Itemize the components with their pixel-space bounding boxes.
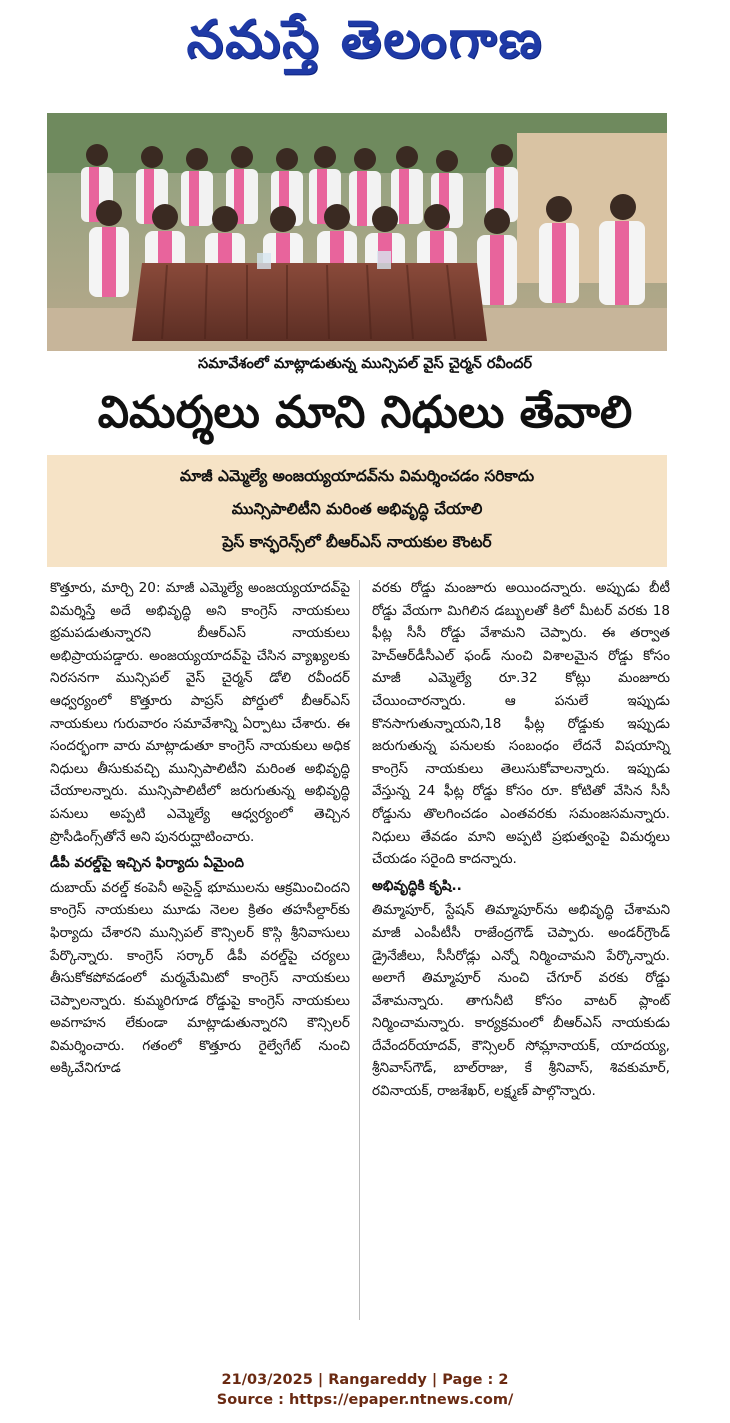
group-photo-illustration [47, 113, 667, 351]
subheadline-1: మాజీ ఎమ్మెల్యే అంజయ్యయాదవ్‌ను విమర్శించడం సరికాదు [179, 466, 535, 485]
page-footer [0, 1370, 730, 1410]
masthead [0, 0, 730, 92]
edition-info: 21/03/2025 | Rangareddy | Page : 2 [221, 1372, 509, 1388]
headline: విమర్శలు మాని నిధులు తేవాలి [97, 387, 633, 438]
column-divider [359, 580, 360, 1320]
source-link[interactable]: Source : https://epaper.ntnews.com/ [216, 1392, 514, 1408]
article-column-left [50, 577, 350, 1080]
table-cloth [132, 263, 487, 341]
subheadline-3: ప్రెస్ కాన్ఫరెన్స్‌లో బీఆర్ఎస్ నాయకుల కౌంటర్ [222, 533, 492, 552]
article-paragraph: కొత్తూరు, మార్చి 20: మాజీ ఎమ్మెల్యే అంజయ్యయాదవ్‌పై విమర్శిస్తే అదే అభివృద్ధి అని కాంగ్రెస్ నాయకులు భ్రమపడుతున్నారని బీఆర్ఎస్ నాయకులు అభిప్రాయపడ్డారు. అంజయ్యయాదవ్‌పై చేసిన వ్యాఖ్యలకు నిరసనగా మున్సిపల్ వైస్ చైర్మన్ డోలి రవీందర్ ఆధ్వర్యంలో కొత్తూరు పాప్రస్ పోర్డులో బీఆర్ఎస్ నాయకులు గురువారం సమావేశాన్ని ఏర్పాటు చేశారు. ఈ సందర్భంగా వారు మాట్లాడుతూ కాంగ్రెస్ నాయకులు అధిక నిధులు తీసుకువచ్చి మున్సిపాలిటీని మరింత అభివృద్ధి చేయాలన్నారు. మున్సిపాలిటీలో జరుగుతున్న అభివృద్ధి పనులు అప్పటి ఎమ్మెల్యే ఆధ్వర్యంలో తెచ్చిన ప్రొసీడింగ్స్‌తోనే అని పునరుద్ఘాటించారు. [50, 580, 350, 845]
photo-caption: సమావేశంలో మాట్లాడుతున్న మున్సిపల్ వైస్ చైర్మన్ రవీందర్ [198, 356, 532, 372]
article-paragraph: వరకు రోడ్డు మంజూరు అయిందన్నారు. అప్పుడు బీటీ రోడ్డు వేయగా మిగిలిన డబ్బులతో కిలో మీటర్ వరకు 18 ఫీట్ల సీసీ రోడ్డు వేశామని చెప్పారు. ఈ తర్వాత హెచ్ఆర్‌డీసీఎల్ ఫండ్ నుంచి విశాలమైన రోడ్డు కోసం మాజీ ఎమ్మెల్యే రూ.32 కోట్లు మంజూరు చేయించారన్నారు. ఆ పనులే ఇప్పుడు కొనసాగుతున్నాయని,18 ఫీట్ల రోడ్డుకు ఇప్పుడు జరుగుతున్న పనులకు సంబంధం లేదనే విషయాన్ని కాంగ్రెస్ నాయకులు తెలుసుకోవాలన్నారు. ఇప్పుడు వేస్తున్న 24 ఫీట్ల రోడ్డు కోసం రూ. కోటితో వేసిన సీసీ రోడ్డును తొలగించడం ఎంతవరకు సమంజసమన్నారు. నిధులు తేవడం మాని అప్పటి ప్రభుత్వంపై విమర్శలు చేయడం సరైంది కాదన్నారు. [372, 580, 670, 868]
section-subhead: డీపీ వరల్డ్‌పై ఇచ్చిన ఫిర్యాదు ఏమైంది [50, 855, 244, 872]
article-paragraph: దుబాయ్ వరల్డ్ కంపెనీ అసైన్డ్ భూములను ఆక్రమించిందని కాంగ్రెస్ నాయకులు మూడు నెలల క్రితం తహసీల్దార్‌కు ఫిర్యాదు చేశారని మున్సిపల్ కౌన్సిలర్ కొస్గి శ్రీనివాసులు పేర్కొన్నారు. కాంగ్రెస్ సర్కార్ డీపీ వరల్డ్‌పై చర్యలు తీసుకోకపోవడంలో మర్మమేమిటో కాంగ్రెస్ నాయకులు చెప్పాలన్నారు. కుమ్మరిగూడ రోడ్డుపై కాంగ్రెస్ నాయకులు అవగాహన లేకుండా మాట్లాడుతున్నారని కౌన్సిలర్ విమర్శించారు. గతంలో కొత్తూరు రైల్వేగేట్ నుంచి అక్కివేనిగూడ [50, 879, 350, 1077]
article-column-right [372, 577, 670, 1103]
masthead-title: నమస్తే తెలంగాణ [186, 9, 544, 70]
news-photo [47, 113, 667, 351]
subheadline-box [47, 455, 667, 567]
section-subhead: అభివృద్ధికి కృషి.. [372, 877, 462, 894]
subheadline-2: మున్సిపాలిటీని మరింత అభివృద్ధి చేయాలి [231, 499, 483, 518]
article-paragraph: తిమ్మాపూర్, స్టేషన్ తిమ్మాపూర్‌ను అభివృద్ధి చేశామని మాజీ ఎంపీటీసీ రాజేంద్రగౌడ్ చెప్పారు. అండర్‌గ్రౌండ్ డ్రైనేజీలు, సీసీరోడ్లు ఎన్నో నిర్మించామని పేర్కొన్నారు. అలాగే తిమ్మాపూర్ నుంచి చేగూర్ వరకు రోడ్డు వేశామన్నారు. తాగునీటి కోసం వాటర్ ప్లాంట్ నిర్మించామన్నారు. కార్యక్రమంలో బీఆర్ఎస్ నాయకుడు దేవేందర్‌యాదవ్, కౌన్సిలర్ సోమ్లానాయక్, యాదయ్య, శ్రీనివాస్‌గౌడ్, బాల్‌రాజు, కే శ్రీనివాస్, శివకుమార్, రవినాయక్, రాజశేఖర్, లక్ష్మణ్ పాల్గొన్నారు. [372, 902, 670, 1100]
